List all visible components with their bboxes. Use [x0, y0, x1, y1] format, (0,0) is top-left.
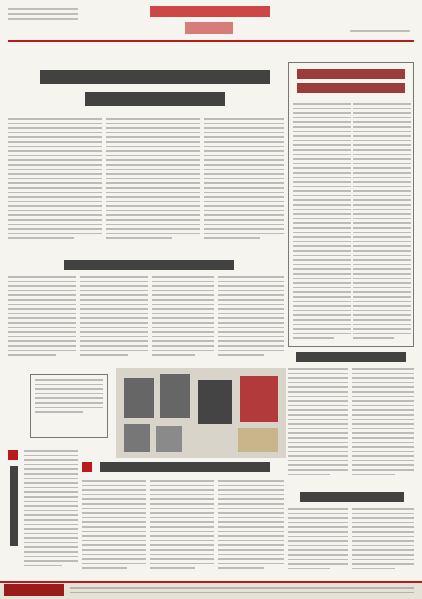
masthead-info-line: [8, 18, 78, 20]
section-label: [185, 22, 233, 34]
bottom-story-column: [150, 480, 214, 578]
portrait-frame: [124, 424, 150, 452]
right-story-2-headline: [300, 492, 404, 502]
right-story-2-column: [288, 508, 348, 578]
visitor-figure: [198, 380, 232, 424]
footer-logo: [4, 584, 64, 596]
right-story-1-column: [352, 368, 414, 486]
sidebar-box: [288, 62, 414, 347]
bottom-story-column: [218, 480, 284, 578]
bottom-story-column: [82, 480, 146, 578]
masthead-rule: [8, 40, 414, 42]
feature-headline: [64, 260, 234, 270]
footer-text: [70, 587, 414, 593]
sidebar-headline-line-2: [297, 83, 405, 93]
bottom-headline: [100, 462, 270, 472]
feature-story-column: [8, 276, 76, 366]
newspaper-masthead: [150, 6, 270, 17]
lead-story-column: [204, 118, 284, 253]
section-marker: [82, 462, 92, 472]
lead-story-column: [106, 118, 200, 253]
pull-quote-box: [30, 374, 108, 438]
magazine-cover: [238, 428, 278, 452]
sidebar-headline-line-1: [297, 69, 405, 79]
portrait-frame: [160, 374, 190, 418]
lead-headline-line-1: [40, 70, 270, 84]
poster-frame: [240, 376, 278, 422]
lead-story-column: [8, 118, 102, 253]
feature-story-column: [218, 276, 284, 366]
portrait-frame: [156, 426, 182, 452]
sidebar-column: [353, 103, 411, 339]
feature-story-column: [152, 276, 214, 366]
masthead-info-line: [8, 8, 78, 10]
sidebar-column: [293, 103, 351, 339]
feature-story-column: [80, 276, 148, 366]
lead-headline-line-2: [85, 92, 225, 106]
pull-quote-text: [31, 375, 107, 417]
right-story-2-column: [352, 508, 414, 578]
portrait-frame: [124, 378, 154, 418]
section-marker: [8, 450, 18, 460]
left-vertical-headline: [10, 466, 18, 546]
date-line: [350, 30, 410, 32]
right-story-1-column: [288, 368, 348, 486]
right-story-1-headline: [296, 352, 406, 362]
page-footer: [0, 581, 422, 599]
exhibition-photo: [116, 368, 286, 458]
masthead-info-line: [8, 13, 78, 15]
left-column-story: [24, 450, 78, 580]
